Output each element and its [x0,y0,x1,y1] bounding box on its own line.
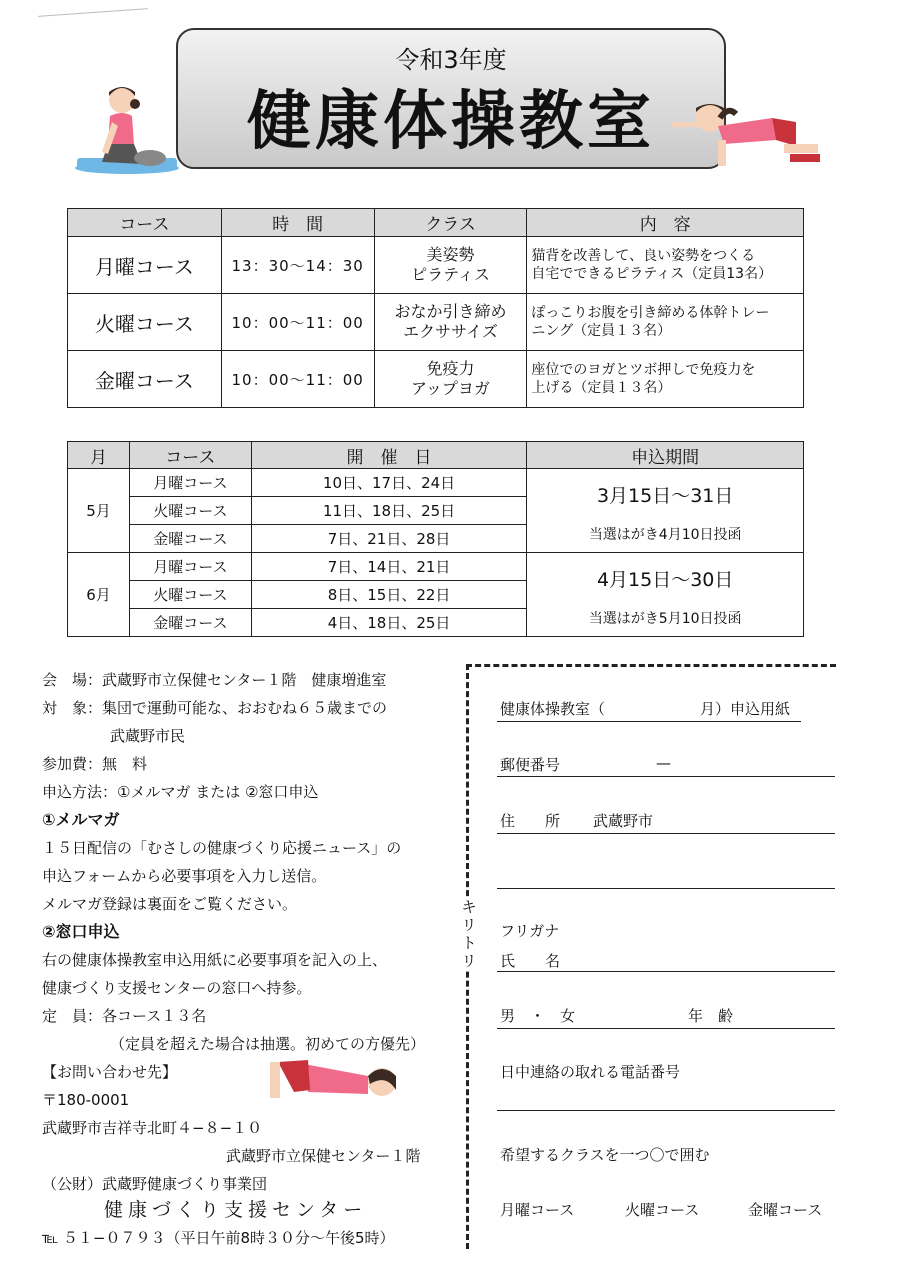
schedule-course: 月曜コース [129,553,251,581]
option-friday[interactable]: 金曜コース [748,1201,823,1219]
postal-dash: — [656,754,671,772]
schedule-dates: 11日、18日、25日 [251,497,527,525]
postal-label: 郵便番号 [500,756,561,774]
address-text: 武蔵野市吉祥寺北町４−８−１０ [42,1119,263,1137]
mail-heading: ①メルマガ [42,810,120,829]
desc-line: 猫背を改善して、良い姿勢をつくる [531,248,756,264]
table-row [68,237,804,294]
desc-line: 自宅でできるピラティス（定員13名） [531,266,773,282]
schedule-dates: 10日、17日、24日 [251,469,527,497]
course-table-header [68,209,804,237]
schedule-course: 火曜コース [129,497,251,525]
course-name: 月曜コース [68,237,222,294]
class-line: エクササイズ [403,322,498,341]
header-course: コース [68,209,222,237]
cut-label [459,898,479,970]
table-row [68,469,804,497]
title-box [176,28,726,169]
class-line: おなか引き締め [394,302,507,321]
choose-instruction: 希望するクラスを一つ〇で囲む [500,1146,710,1164]
mail-text: メルマガ登録は裏面をご覧ください。 [42,895,298,913]
desc-line: 座位でのヨガとツボ押しで免疫力を [531,362,756,378]
schedule-course: 火曜コース [129,581,251,609]
header-content: 内 容 [527,209,804,237]
org-text: （公財）武蔵野健康づくり事業団 [42,1175,268,1193]
schedule-course: 金曜コース [129,525,251,553]
apply-period: 3月15日〜31日 [596,485,734,507]
title-year: 令和3年度 [395,46,507,74]
period-cell [527,469,804,553]
course-name: 金曜コース [68,351,222,408]
schedule-table [67,441,804,637]
class-line: 免疫力 [426,359,475,378]
course-time: 10：00〜11：00 [221,351,374,408]
apply-period: 4月15日〜30日 [596,569,734,591]
schedule-dates: 7日、21日、28日 [251,525,527,553]
desc-line: ぽっこりお腹を引き締める体幹トレー [531,305,770,321]
center-name: 健康づくり支援センター [104,1199,368,1221]
period-cell [527,553,804,637]
month-cell: 5月 [68,469,130,553]
phone-label: 日中連絡の取れる電話番号 [500,1063,681,1081]
cut-char: リ [461,952,477,970]
address-field[interactable] [497,833,835,834]
fee-text: 参加費：無 料 [42,755,148,773]
schedule-dates: 7日、14日、21日 [251,553,527,581]
header-time: 時 間 [221,209,374,237]
course-class [374,351,527,408]
furigana-label: フリガナ [500,922,560,940]
mail-text: 申込フォームから必要事項を入力し送信。 [42,867,327,885]
gender-label: 男 ・ 女 [500,1007,576,1025]
course-desc [527,294,804,351]
form-title-line [497,721,801,722]
header-month: 月 [68,442,130,469]
course-desc [527,237,804,294]
capacity-note: （定員を超えた場合は抽選。初めての方優先） [110,1035,426,1053]
phone-field[interactable] [497,1110,835,1111]
course-class [374,294,527,351]
header-course: コース [129,442,251,469]
course-class [374,237,527,294]
course-desc [527,351,804,408]
table-row [68,553,804,581]
postal-field[interactable] [497,776,835,777]
contact-heading: 【お問い合わせ先】 [42,1063,178,1081]
woman-exercising-illustration [672,96,830,170]
window-text: 健康づくり支援センターの窓口へ持参。 [42,979,312,997]
decorative-line [38,8,148,17]
schedule-course: 金曜コース [129,609,251,637]
table-row [68,294,804,351]
class-line: ピラティス [411,265,490,284]
zip-code: 〒180-0001 [42,1091,130,1109]
option-tuesday[interactable]: 火曜コース [625,1201,700,1219]
cut-char: リ [461,916,477,934]
woman-stretching-illustration [72,82,182,174]
notice-date: 当選はがき5月10日投函 [588,611,742,627]
target-text: 対 象：集団で運動可能な、おおむね６５歳までの [42,699,388,717]
address-city: 武蔵野市 [593,812,654,830]
name-field[interactable] [497,971,835,972]
class-line: 美姿勢 [426,245,475,264]
class-line: アップヨガ [411,379,490,398]
month-cell: 6月 [68,553,130,637]
gender-age-field[interactable] [497,1028,835,1029]
schedule-table-header [68,442,804,469]
form-title-left: 健康体操教室（ [500,700,606,718]
building-text: 武蔵野市立保健センター１階 [226,1147,421,1165]
form-title-right: 月）申込用紙 [700,700,791,718]
window-heading: ②窓口申込 [42,922,120,941]
address-field-2[interactable] [497,888,835,889]
course-table [67,208,804,408]
schedule-dates: 4日、18日、25日 [251,609,527,637]
schedule-dates: 8日、15日、22日 [251,581,527,609]
name-label: 氏 名 [500,952,561,970]
desc-line: 上げる（定員１３名） [531,380,672,396]
table-row [68,351,804,408]
page-title: 健康体操教室 [247,85,655,159]
header-dates: 開 催 日 [251,442,527,469]
woman-lying-illustration [264,1054,404,1104]
target-text-2: 武蔵野市民 [110,727,186,745]
address-label: 住 所 [500,812,561,830]
schedule-course: 月曜コース [129,469,251,497]
course-time: 10：00〜11：00 [221,294,374,351]
cut-char: ト [461,934,477,952]
window-text: 右の健康体操教室申込用紙に必要事項を記入の上、 [42,951,388,969]
header-period: 申込期間 [527,442,804,469]
method-text: 申込方法：①メルマガ または ②窓口申込 [42,783,319,801]
notice-date: 当選はがき4月10日投函 [588,527,742,543]
venue-text: 会 場：武蔵野市立保健センター１階 健康増進室 [42,671,387,689]
option-monday[interactable]: 月曜コース [500,1201,575,1219]
desc-line: ニング（定員１３名） [531,323,672,339]
capacity-text: 定 員：各コース１３名 [42,1007,207,1025]
course-time: 13：30〜14：30 [221,237,374,294]
header-class: クラス [374,209,527,237]
mail-text: １５日配信の「むさしの健康づくり応援ニュース」の [42,839,402,857]
course-name: 火曜コース [68,294,222,351]
age-label: 年 齢 [688,1007,734,1025]
tel-text: ℡ ５１−０７９３（平日午前8時３０分〜午後5時） [42,1229,395,1247]
cut-char: キ [461,898,477,916]
